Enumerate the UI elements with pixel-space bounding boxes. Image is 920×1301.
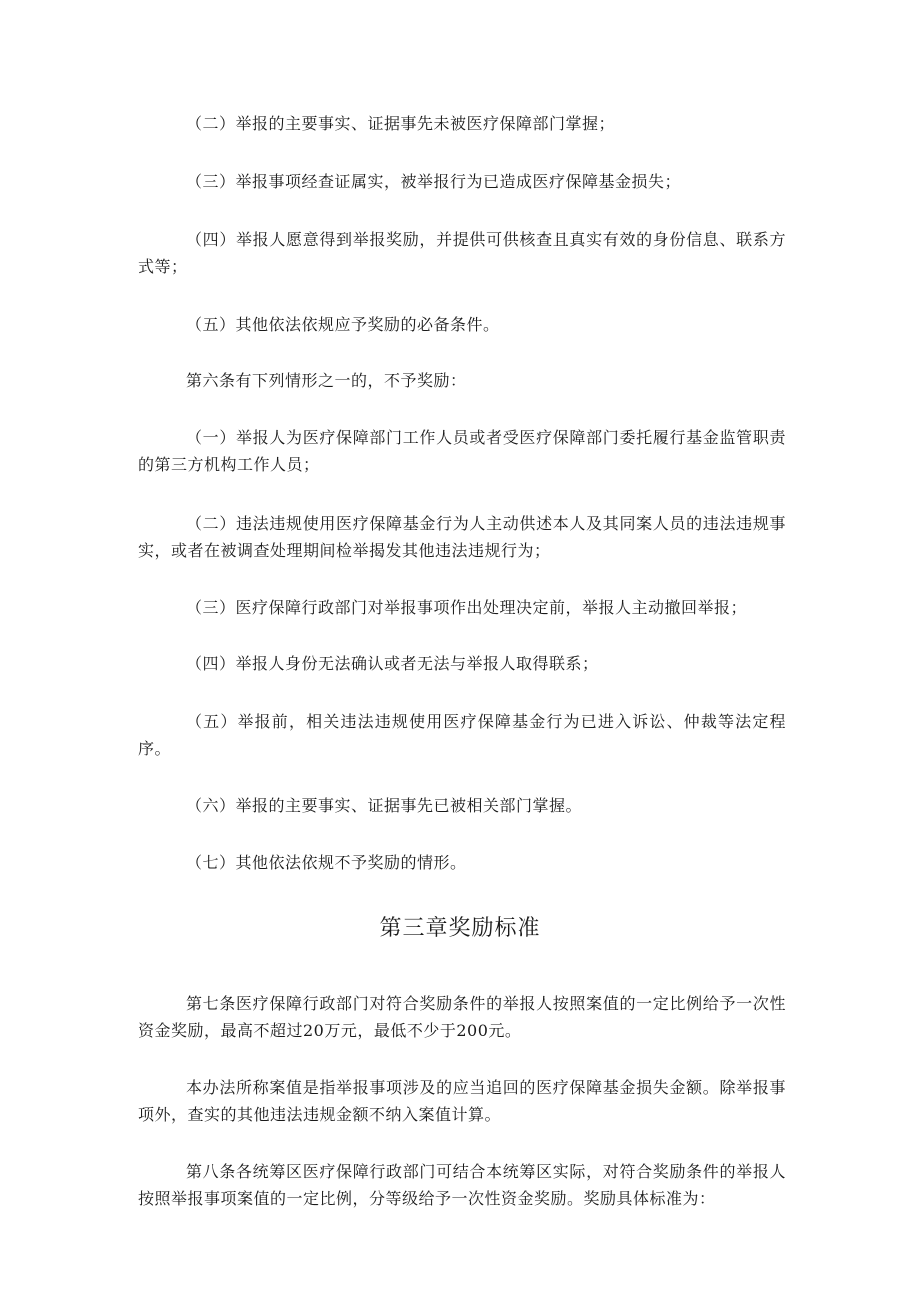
chapter-heading: 第三章奖励标准 (379, 916, 541, 941)
article-six-item-seven: （七）其他依法依规不予奖励的情形。 (186, 853, 467, 872)
article-six-item-six: （六）举报的主要事实、证据事先已被相关部门掌握。 (186, 796, 583, 815)
item-four-condition: （四）举报人愿意得到举报奖励，并提供可供核查且真实有效的身份信息、联系方式等； (138, 230, 786, 276)
article-six-item-four: （四）举报人身份无法确认或者无法与举报人取得联系； (186, 654, 599, 673)
item-three-condition: （三）举报事项经查证属实，被举报行为已造成医疗保障基金损失； (186, 172, 682, 191)
article-six-item-one: （一）举报人为医疗保障部门工作人员或者受医疗保障部门委托履行基金监管职责的第三方机构工作人员； (138, 428, 786, 474)
item-five-condition: （五）其他依法依规应予奖励的必备条件。 (186, 315, 500, 334)
article-seven: 第七条医疗保障行政部门对符合奖励条件的举报人按照案值的一定比例给予一次性资金奖励，最高不超过20万元，最低不少于200元。 (138, 994, 786, 1040)
article-eight: 第八条各统筹区医疗保障行政部门可结合本统筹区实际，对符合奖励条件的举报人按照举报事项案值的一定比例，分等级给予一次性资金奖励。奖励具体标准为： (138, 1162, 786, 1208)
item-two-condition: （二）举报的主要事实、证据事先未被医疗保障部门掌握； (186, 114, 616, 133)
article-six-item-three: （三）医疗保障行政部门对举报事项作出处理决定前，举报人主动撤回举报； (186, 598, 748, 617)
article-six-item-five: （五）举报前，相关违法违规使用医疗保障基金行为已进入诉讼、仲裁等法定程序。 (138, 712, 786, 758)
article-six-intro: 第六条有下列情形之一的，不予奖励： (186, 371, 467, 390)
article-six-item-two: （二）违法违规使用医疗保障基金行为人主动供述本人及其同案人员的违法违规事实，或者在被调查处理期间检举揭发其他违法违规行为； (138, 514, 786, 560)
case-value-definition: 本办法所称案值是指举报事项涉及的应当追回的医疗保障基金损失金额。除举报事项外，查实的其他违法违规金额不纳入案值计算。 (138, 1078, 786, 1124)
